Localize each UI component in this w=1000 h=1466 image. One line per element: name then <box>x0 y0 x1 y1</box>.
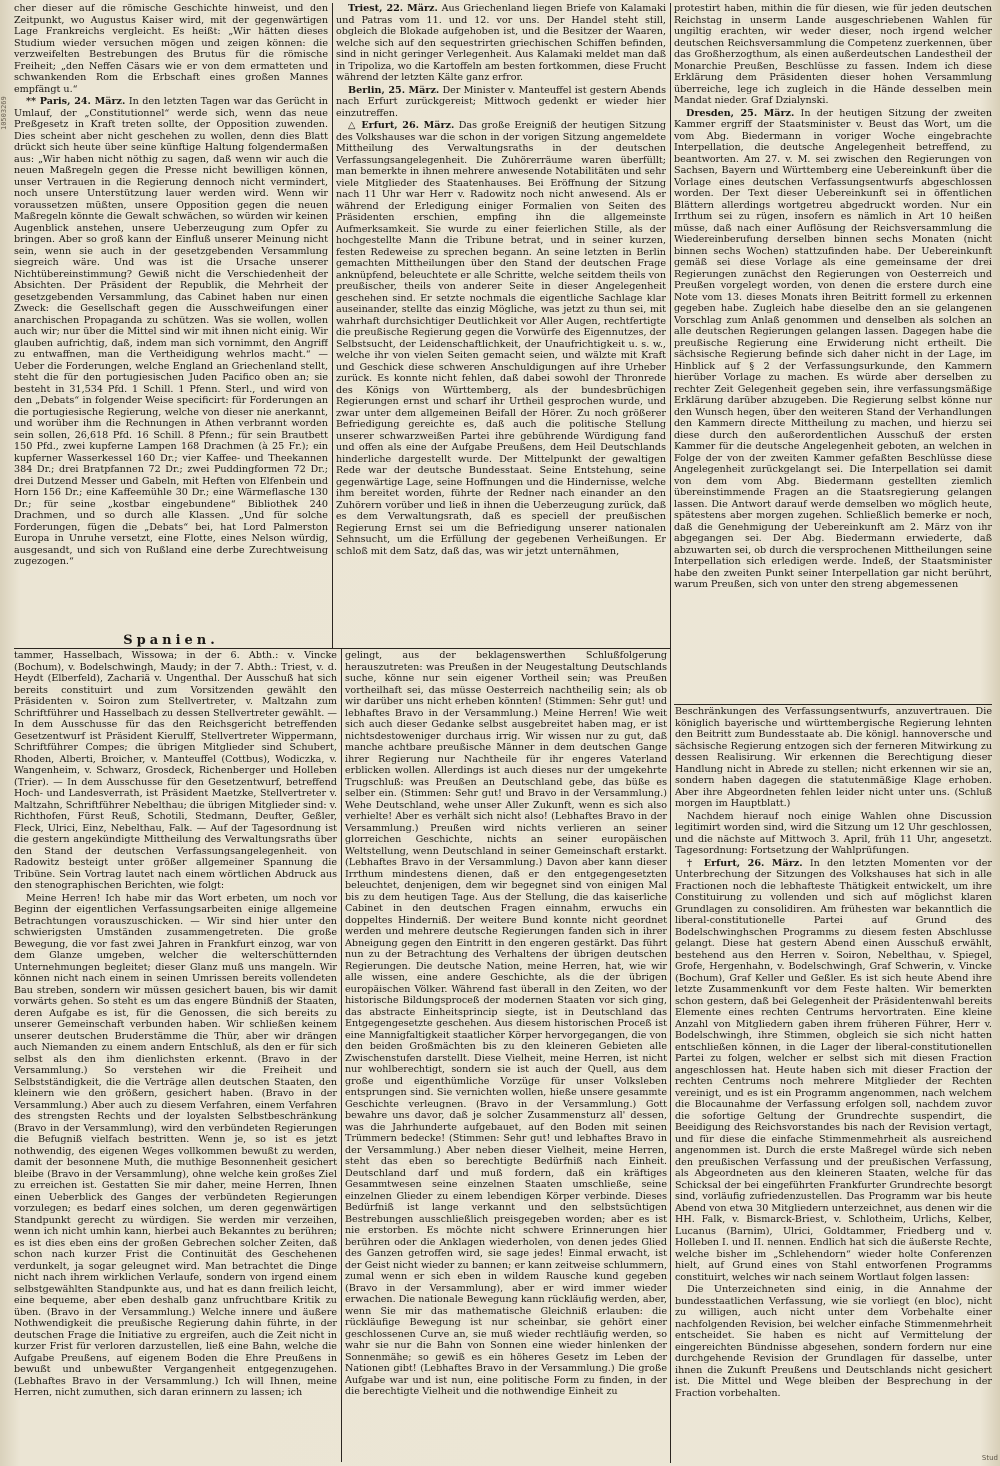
section-heading-spain: Spanien. <box>123 633 219 648</box>
paragraph: Die Unterzeichneten sind einig, in die Annahme der bundesstaatlichen Verfassung, wie sie vorliegt (en bloc), nicht zu willigen, auch nicht unter dem Vorbehalte einer nachfolgenden Revision, bei welcher einfache Stimmenmehrheit entscheidet. Sie haben es nicht auf Vermittelung der eingereichten Bündnisse abgesehen, sondern fordern nur eine durchgehende Revision der Grundlagen für dasselbe, unter ihnen die Zukunft Preußens und Deutschlands nicht gesichert ist. Die Mittel und Wege bleiben der Besprechung in der Fraction vorbehalten. <box>675 1284 992 1399</box>
paragraph: tammer, Hasselbach, Wissowa; in der 6. Abth.: v. Vincke (Bochum), v. Bodelschwingh, Maudy; in der 7. Abth.: Triest, v. d. Heydt (Elberfeld), Zachariä v. Ungenthal. Der Ausschuß hat sich bereits constituirt und zum Vorsitzenden gewählt den Präsidenten v. Soiron zum Stellvertreter, v. Maltzahn zum Schriftführer und Hasselbach zu dessen Stellvertreter gewählt. — In dem Ausschusse für das den Reichsgericht betreffenden Gesetzentwurf ist Präsident Kierulff, Stellvertreter Wippermann, Schriftführer Compes; die übrigen Mitglieder sind Schubert, Rhoden, Alberti, Broicher, v. Manteuffel (Cottbus), Wodiczka, v. Wangenheim, v. Schwarz, Grosdeck, Richenberger und Holleben (Trier). — In dem Ausschusse für den Gesetzentwurf, betreffend Hoch- und Landesverrath, ist Präsident Maetzke, Stellvertreter v. Maltzahn, Schriftführer Nebelthau; die übrigen Mitglieder sind: v. Richthofen, Fürst Reuß, Schotili, Stedmann, Deufter, Geßler, Fleck, Ulrici, Einz, Nebelthau, Falk. — Auf der Tagesordnung ist die gestern angekündigte Mittheilung des Verwaltungsraths über den Stand der deutschen Verfassungsangelegenheit. von Radowitz besteigt unter größer allgemeiner Spannung die Tribüne. Sein Vortrag lautet nach einem wörtlichen Abdruck aus den stenographischen Berichten, wie folgt: <box>14 650 337 891</box>
column-6 <box>675 706 992 1462</box>
column-3 <box>674 3 992 703</box>
column-1 <box>14 3 328 646</box>
column-rule <box>670 3 671 1463</box>
column-rule <box>332 3 333 648</box>
dateline: Dresden, 25. März. <box>686 107 795 119</box>
dateline: △ Erfurt, 26. März. <box>348 120 455 131</box>
dateline: † Erfurt, 26. März. <box>687 857 803 869</box>
paragraph: † Erfurt, 26. März. In den letzten Momenten vor der Unterbrechung der Sitzungen des Volkshauses hat sich in alle Fractionen noch die lebhafteste Thätigkeit entwickelt, um ihre Constituirung zu vollenden und sich auf möglichst klaren Grundlagen zu consolidiren. Am frühesten war bekanntlich die liberal-constitutionelle Partei auf Grund des Bodelschwinghschen Programms zu diesem festen Abschlusse gelangt. Diese hat gestern Abend einen Ausschuß erwählt, bestehend aus den Herren v. Soiron, Nebelthau, v. Spiegel, Grofe, Hergenhahn, v. Bodelschwingh, Graf Schwerin, v. Vincke (Bochum), Graf Keller und Geßler. Es ist sich heute Abend ihre letzte Zusammenkunft vor dem Feste halten. Wir bemerkten schon gestern, daß bei Gelegenheit der Präsidentenwahl bereits Elemente eines rechten Centrums hervortraten. Eine kleine Anzahl von Mitgliedern gaben ihrem früheren Führer, Herr v. Bodelschwingh, ihre Stimmen, obgleich sie sich nicht hatten entschließen können, in die Lager der liberal-constitutionellen Partei zu folgen, welcher er selbst sich mit diesen Fraction angeschlossen hat. Heute haben sich mit dieser Fraction der rechten Centrums noch mehrere Mitglieder der Rechten vereinigt, und es ist ein Programm angenommen, nach welchem die Blocaunahme der Verfassung erfolgen soll, nachdem zuvor die sofortige Geltung der Grundrechte suspendirt, die Beeidigung des Reichsvorstandes bis nach der Revision vertagt, und für diese die einfache Stimmenmehrheit als ausreichend angenommen ist. Durch die erste Maßregel würde sich neben den preußischen Verfassung und der preußischen Verfassung, als Abgeordneten aus den kleineren Staaten, welche für das Schicksal der bei eingeführten Frankfurter Grundrechte besorgt sind, vorläufig zufriedenzustellen. Das Programm war bis heute Abend von etwa 30 Mitgliedern unterzeichnet, aus denen wir die HH. Falk, v. Bismarck-Briest, v. Schlotheim, Urlichs, Kelber, Lucanus (Barnim), Ulrici, Goldtammer, Friedberg und v. Holleben I. und II. nennen. Endlich hat sich die äußerste Rechte, welche bisher im „Schlehendorn“ wieder holte Conferenzen hielt, auf Grund eines von Stahl entworfenen Programms constituirt, welches wir nach seinem Wortlaut folgen lassen: <box>675 857 992 1283</box>
paragraph: Nachdem hierauf noch einige Wahlen ohne Discussion legitimirt worden sind, wird die Sitzung um 12 Uhr geschlossen, und die nächste auf Mittwoch 3. April, früh 11 Uhr, angesetzt. Tagesordnung: Fortsetzung der Wahlprüfungen. <box>675 810 992 856</box>
dateline: Berlin, 25. März. <box>348 84 440 96</box>
section-rule <box>674 704 992 705</box>
dateline: ** Paris, 24. März. <box>26 96 126 107</box>
paragraph: Berlin, 25. März. Der Minister v. Manteuffel ist gestern Abends nach Erfurt zurückgereist; Mittwoch gedenkt er wieder hier einzutreffen. <box>336 84 666 119</box>
paragraph: Meine Herren! Ich habe mir das Wort erbeten, um noch vor Beginn der eigentlichen Verfassungsarbeiten einige allgemeine Betrachtungen vorauszuschicken. — Wir sind hier unter den schwierigsten Umständen zusammengetreten. Die große Bewegung, die vor fast zwei Jahren in Frankfurt einzog, war von dem Glanze umgeben, welcher die welterschütternden Unternehmungen begleitet; dieser Glanz muß uns mangeln. Wir können nicht nach einem in seinen Umrissen bereits vollendeten Bau streben, sondern wir müssen gesichert bauen, bis wir damit vorwärts gehen. So steht es um das engere Bündniß der Staaten, deren Aufgabe es ist, für die Genossen, die sich bereits zu unserer Gemeinschaft verbunden haben. Wir schließen keinem unserer deutschen Bruderstämme die Thür, aber wir drängen auch Niemanden zu einem andern Entschluß, als den er für sich selbst als den ihm dienlichsten erkennt. (Bravo in der Versammlung.) So verstehen wir die Freiheit und Selbstständigkeit, die die Verträge allen deutschen Staaten, den kleinern wie den größern, gesichert haben. (Bravo in der Versammlung.) Aber auch zu diesem Verfahren, einem Verfahren des strengsten Rechts und der loyalsten Selbstbeschränkung (Bravo in der Versammlung), wird den verbündeten Regierungen die Befugniß vielfach bestritten. Wenn je, so ist es jetzt nothwendig, des eigenen Weges vollkommen bewußt zu werden, damit der besonnene Muth, die muthige Besonnenheit gesichert bleibe (Bravo in der Versammlung), ohne welche kein großes Ziel zu erreichen ist. Gestatten Sie mir daher, meine Herren, Ihnen einen Ueberblick des Ganges der verbündeten Regierungen vorzulegen; es bedarf eines solchen, um deren gegenwärtigen Standpunkt gerecht zu würdigen. Sie werden mir verzeihen, wenn ich nicht umhin kann, hierbei auch Bekanntes zu berühren; es ist dies eben eins der großen Gebrechen solcher Zeiten, daß schon nach kurzer Frist die Continuität des Geschehenen verdunkelt, ja sogar geleugnet wird. Man betrachtet die Dinge nicht nach ihrem wirklichen Verlaufe, sondern von irgend einem selbstgewählten Standpunkte aus, und hat es dann freilich leicht, eine bequeme, aber eben deshalb ganz unfruchtbare Kritik zu üben. (Bravo in der Versammlung.) Welche innere und äußere Nothwendigkeit die preußische Regierung dahin führte, in der deutschen Frage die Initiative zu ergreifen, auch die Zeit nicht in kurzer Frist für verloren darzustellen, ließ eine Bahn, welche die Aufgabe Preußens, auf eigenem Boden die Ehre Preußens in bewußt und unbewußter Vergangenheit entgegenzugehen. (Lebhaftes Bravo in der Versammlung.) Ich will Ihnen, meine Herren, nicht zumuthen, sich daran erinnern zu lassen; ich <box>14 892 337 1398</box>
column-2 <box>336 3 666 646</box>
paragraph: cher dieser auf die römische Geschichte hinweist, und den Zeitpunkt, wo Augustus Kaiser wird, mit der gegenwärtigen Lage Frankreichs vergleicht. Es heißt: „Wir hätten dieses Studium wieder versuchen mögen und zeigen können: die verzweifelten Bestrebungen des Brutus für die römische Freiheit; „den Neffen Cäsars wie er von dem ermatteten und schwankenden Rom die Erbschaft eines großen Mannes empfängt u.“ <box>14 3 328 95</box>
dateline: Triest, 22. März. <box>348 3 438 14</box>
paragraph: △ Erfurt, 26. März. Das große Ereigniß der heutigen Sitzung des Volkshauses war die schon in der vorigen Sitzung angemeldete Mittheilung des Verwaltungsraths in der deutschen Verfassungsangelegenheit. Die Zuhörerräume waren überfüllt; man bemerkte in ihnen mehrere anwesende Notabilitäten und sehr viele Mitglieder des Staatenhauses. Bei Eröffnung der Sitzung nach 11 Uhr war Herr v. Radowitz noch nicht anwesend. Als er während der Erledigung einiger Formalien von Seiten des Präsidenten erschien, empfing ihn die allgemeinste Aufmerksamkeit. Sie wurde zu einer feierlichen Stille, als der hochgestellte Mann die Tribune betrat, und in seiner kurzen, festen Redeweise zu sprechen begann. An seine letzten in Berlin gemachten Mittheilungen über den Stand der deutschen Frage anknüpfend, beleuchtete er alle Schritte, welche seitdem theils von preußischer, theils von anderer Seite in dieser Angelegenheit geschehen sind. Er setzte nochmals die eigentliche Sachlage klar auseinander, stellte das einzig Mögliche, was jetzt zu thun sei, mit wahrhaft durchsichtiger Deutlichkeit vor Aller Augen, rechtfertigte die preußische Regierung gegen die Vorwürfe des Eigennutzes, der Selbstsucht, der Leidenschaftlichkeit, der Unaufrichtigkeit u. s. w., welche ihr von vielen Seiten gemacht seien, und wälzte mit Kraft und Geschick diese schweren Anschuldigungen auf ihre Urheber zurück. Es konnte nicht fehlen, daß dabei sowohl der Thronrede des Königs von Württemberg, als der bundesbrüchigen Regierungen ernst und scharf ihr Urtheil gesprochen wurde, und zwar unter dem allgemeinen Beifall der Hörer. Zu noch größerer Befriedigung gereichte es, daß auch die politische Stellung unserer schwarzweißen Partei ihre gebührende Würdigung fand und offen als eine der Aufgabe Preußens, dem Heil Deutschlands hinderliche dargestellt wurde. Der Mittelpunkt der gewaltigen Rede war der deutsche Bundesstaat. Seine Entstehung, seine gegenwärtige Lage, seine Hoffnungen und die Hindernisse, welche ihm bereitet worden, führte der Redner nach einander an den Zuhörern vorüber und ließ in ihnen die Ueberzeugung zurück, daß es dem Verwaltungsrath, daß es speciell der preußischen Regierung Ernst sei um die Befriedigung unserer nationalen Sehnsucht, um die Erfüllung der gegebenen Verheißungen. Er schloß mit dem Satz, daß das, was wir jetzt unternähmen, <box>336 120 666 557</box>
archive-id: 10503269 <box>0 96 8 130</box>
column-rule <box>341 648 342 1462</box>
paragraph: gelingt, aus der beklagenswerthen Schlußfolgerung herauszutreten: was Preußen in der Neugestaltung Deutschlands suche, könne nur sein eigener Vortheil sein; was Preußen vortheilhaft sei, das müsse Oesterreich nachtheilig sein; als ob wir darüber uns nicht erheben könnten! (Stimmen: Sehr gut! und lebhaftes Bravo in der Versammlung.) Meine Herren! Wie weit sich auch dieser Gedanke selbst ausgebreitet haben mag, er ist nichtsdestoweniger durchaus irrig. Wir wissen nur zu gut, daß manche achtbare preußische Männer in dem deutschen Gange ihrer Regierung nur Nachtheile für ihr engeres Vaterland erblicken wollen. Allerdings ist auch dieses nur der umgekehrte Trugschluß: was Preußen an Deutschland gebe, das büße es selber ein. (Stimmen: Sehr gut! und Bravo in der Versammlung.) Wehe Deutschland, wehe unser Aller Zukunft, wenn es sich also verhielte! Aber es verhält sich nicht also! (Lebhaftes Bravo in der Versammlung.) Preußen wird nichts verlieren an seiner glorreichen Geschichte, nichts an seiner europäischen Weltstellung, wenn Deutschland in seiner Gemeinschaft erstarkt. (Lebhaftes Bravo in der Versammlung.) Davon aber kann dieser Irrthum mindestens dienen, daß er den entgegengesetzten beleuchtet, denjenigen, dem wir begegnet sind von einigen Mal bis zu dem heutigen Tage. Aus der Stellung, die das kaiserliche Cabinet in den deutschen Fragen einnahm, erwuchs ein doppeltes Hinderniß. Der weitere Bund konnte nicht geordnet werden und mehrere deutsche Regierungen fanden sich in ihrer Abneigung gegen den Eintritt in den engeren gestärkt. Das führt nun zu der Betrachtung des Verhaltens der übrigen deutschen Regierungen. Die deutsche Nation, meine Herren, hat, wie wir alle wissen, eine andere Geschichte, als die der übrigen europäischen Völker. Während fast überall in den Zeiten, wo der historische Bildungsproceß der modernen Staaten vor sich ging, das abstracte Einheitsprincip siegte, ist in Deutschland das Entgegengesetzte geschehen. Aus diesem historischen Proceß ist eine Mannigfaltigkeit staatlicher Körper hervorgegangen, die von den beiden Großmächten bis zu den kleineren Gebieten alle Zwischenstufen darstellt. Diese Vielheit, meine Herren, ist nicht nur wohlberechtigt, sondern sie ist auch der Quell, aus dem große und eigenthümliche Vorzüge für unser Volksleben entsprungen sind. Sie vernichten wollen, hieße unsere gesammte Geschichte verleugnen. (Bravo in der Versammlung.) Gott bewahre uns davor, daß je solcher Zusammensturz all' dessen, was die Jahrhunderte aufgebauet, auf den Boden mit seinen Trümmern bedecke! (Stimmen: Sehr gut! und lebhaftes Bravo in der Versammlung.) Aber neben dieser Vielheit, meine Herren, steht das eben so berechtigte Bedürfniß nach Einheit. Deutschland darf und muß fordern, daß ein kräftiges Gesammtwesen seine einzelnen Staaten umschließe, seine einzelnen Glieder zu einem lebendigen Körper verbinde. Dieses Bedürfniß ist lange verkannt und den selbstsüchtigen Bestrebungen ausschließlich preisgegeben worden; aber es ist nie erstorben. Es möchte nicht schwere Erinnerungen hier berühren oder die Anklagen wiederholen, von denen jedes Glied des Ganzen getroffen wird, sie sage jedes! Einmal erwacht, ist der Geist nicht wieder zu bannen; er kann zeitweise schlummern, zumal wenn er sich eben in wildem Rausche kund gegeben (Bravo in der Versammlung), aber er wird immer wieder erwachen. Die nationale Bewegung kann rückläufig werden, aber, wenn Sie mir das mathematische Gleichniß erlauben: die rückläufige Bewegung ist nur scheinbar, sie gehört einer geschlossenen Curve an, sie muß wieder rechtläufig werden, so wahr sie nur die Bahn von Sonnen eine wieder hinlenken der Sonnenmähe; so gewiß es ein höheres Gesetz im Leben der Nationen gibt! (Lebhaftes Bravo in der Versammlung.) Die große Aufgabe war und ist nun, eine politische Form zu finden, in der die berechtigte Vielheit und die nothwendige Einheit zu <box>345 650 667 1397</box>
footer-mark: Stud <box>981 1454 998 1462</box>
paragraph: Beschränkungen des Verfassungsentwurfs, anzuvertrauen. Die königlich bayerische und württembergische Regierung lehnten den Beitritt zum Bundesstaate ab. Die königl. hannoversche und sächsische Regierung entzogen sich der ferneren Mitwirkung zu dessen Realisirung. Wir erkennen die Berechtigung dieser Handlung nicht in Abrede zu stellen; nicht erkennen wir sie an, sondern haben dagegen die statutenmäßige Klage erhoben. Aber ihre Abgeordneten fehlen leider nicht unter uns. (Schluß morgen im Hauptblatt.) <box>675 706 992 809</box>
paragraph: Triest, 22. März. Aus Griechenland liegen Briefe von Kalamaki und Patras vom 11. und 12. vor uns. Der Handel steht still, obgleich die Blokade aufgehoben ist, und die Besitzer der Waaren, welche sich auf den sequestrirten griechischen Schiffen befinden, sind in nicht geringer Verlegenheit. Aus Kalamaki meldet man daß in Tripoliza, wo die Kartoffeln am besten fortkommen, diese Frucht während der letzten Kälte ganz erfror. <box>336 3 666 83</box>
paragraph: Dresden, 25. März. In der heutigen Sitzung der zweiten Kammer ergriff der Staatsminister v. Beust das Wort, um die vom Abg. Biedermann in voriger Woche eingebrachte Interpellation, die deutsche Angelegenheit betreffend, zu beantworten. Am 27. v. M. sei zwischen den Regierungen von Sachsen, Bayern und Württemberg eine Uebereinkunft über die Vorlage eines deutschen Verfassungsentwurfs abgeschlossen worden. Der Text dieser Uebereinkunft sei in öffentlichen Blättern allerdings wortgetreu abgedruckt worden. Nur ein Irrthum sei zu rügen, insofern es nämlich in Art 10 heißen müsse, daß nach einer Auflösung der Reichsversammlung die Wiedereinberufung derselben binnen sechs Monaten (nicht binnen sechs Wochen) stattzufinden habe. Der Uebereinkunft gemäß sei diese Vorlage als eine gemeinsame der drei Regierungen zunächst den Regierungen von Oesterreich und Preußen vorgelegt worden, von denen die erstere durch eine Note vom 13. dieses Monats ihren Beitritt formell zu erkennen gegeben habe. Zugleich habe dieselbe den an sie gelangenen Vorschlag zum Anlaß genommen und denselben als solchen an alle deutschen Regierungen gelangen lassen. Dagegen habe die preußische Regierung eine Erwiderung nicht ertheilt. Die sächsische Regierung befinde sich daher nicht in der Lage, im Hinblick auf § 2 der Verfassungsurkunde, den Kammern hierüber Vorlage zu machen. Es würde aber derselben zu rechter Zeit Gelegenheit gegeben sein, ihre verfassungsmäßige Erklärung darüber abzugeben. Die Regierung selbst könne nur den Wunsch hegen, über den weiteren Stand der Verhandlungen den Kammern directe Mittheilung zu machen, und hierzu sei diese durch den außerordentlichen Ausschuß der ersten Kammer für die deutsche Angelegenheit geboten, an welchen in Folge der von der zweiten Kammer gefaßten Beschlüsse diese Angelegenheit zurückgelangt sei. Die Interpellation sei damit von dem vom Abg. Biedermann gestellten ziemlich übereinstimmende Fragen an die Staatsregierung gelangen lassen. Die Antwort darauf werde demselben wo möglich heute, spätestens aber morgen zugehen. Schließlich bemerke er noch, daß die Genehmigung der Uebereinkunft am 2. März von ihr abgegangen sei. Der Abg. Biedermann erwiederte, daß abzuwarten sei, ob durch die versprochenen Mittheilungen seine Interpellation sich erledigen werde. Indeß, der Staatsminister habe den zweiten Punkt seiner Interpellation gar nicht berührt, warum Preußen, sich von unter den streng abgemessenen <box>674 107 992 590</box>
paragraph: protestirt haben, mithin die für diesen, wie für jeden deutschen Reichstag in unserm Lande ausgeschriebenen Wahlen für ungiltig erachten, wir weder dieser, noch irgend welcher deutschen Reichsversammlung die Competenz zuerkennen, über das Großherzogthum, als einen außerdeutschen Landestheil der Monarchie Preußen, Beschlüsse zu fassen. Indem ich diese Erklärung dem Präsidenten dieser hohen Versammlung überreiche, lege ich zugleich in die Hände desselben mein Mandat nieder. Graf Dzialynski. <box>674 3 992 106</box>
column-4 <box>14 650 337 1462</box>
paragraph: ** Paris, 24. März. In den letzten Tagen war das Gerücht in Umlauf, der „Constitutionnel“ werde sich, wenn das neue Preßgesetz in Kraft treten sollte, der Opposition zuwenden. Dies scheint aber nicht geschehen zu wollen, denn dies Blatt drückt sich heute über seine künftige Haltung folgendermaßen aus: „Wir haben nicht nöthig zu sagen, daß wenn wir auch die neuen Maßregeln gegen die Presse nicht bewilligen können, unser Vertrauen in die Regierung dennoch nicht vermindert, noch unsere Unterstützung lauer werden wird. Wenn wir voraussetzen müßten, unsere Opposition gegen die neuen Maßregeln könnte die Gewalt schwächen, so würden wir keinen Augenblick anstehen, unsere Ueberzeugung zum Opfer zu bringen. Aber so groß kann der Einfluß unserer Meinung nicht sein, wenn sie auch in der gesetzgebenden Versammlung siegreich wäre. Und was ist die Ursache unserer Nichtübereinstimmung? Gewiß nicht die Verschiedenheit der Absichten. Der Präsident der Republik, die Mehrheit der gesetzgebenden Versammlung, das Cabinet haben nur einen Zweck: die Gesellschaft gegen die Ausschweifungen einer anarchischen Propaganda zu schützen. Was sie wollen, wollen auch wir; nur über die Mittel sind wir mit ihnen nicht einig. Wir glauben aufrichtig, daß, indem man sich vornimmt, den Angriff zu entwaffnen, man die Vertheidigung wehrlos macht.“ — Ueber die Forderungen, welche England an Griechenland stellt, steht die für den portugiesischen Juden Pacifico oben an; sie besteht in 31,534 Pfd. 1 Schill. 1 Pfenn. Sterl., und wird von den „Debats“ in folgender Weise specificirt: für Forderungen an die portugiesische Regierung, welche von dieser nie anerkannt, und worüber ihm die Rechnungen in Athen verbrannt worden sein sollen, 26,618 Pfd. 16 Schill. 8 Pfenn.; für sein Brautbett 150 Pfd., zwei kupferne Lampen 168 Drachmen (à 25 Fr.); ein kupferner Wasserkessel 160 Dr.; vier Kaffee- und Theekannen 384 Dr.; drei Bratpfannen 72 Dr.; zwei Puddingformen 72 Dr.; drei Dutzend Messer und Gabeln, mit Heften von Elfenbein und Horn 156 Dr.; eine Kaffeemühle 30 Dr.; eine Wärmeflasche 130 Dr.; für seine „kostbar eingebundene“ Bibliothek 240 Drachmen, und so durch alle Klassen. „Und für solche Forderungen, fügen die „Debats“ bei, hat Lord Palmerston Europa in Unruhe versetzt, eine Flotte, eines Nelson würdig, ausgesandt, und sich von Rußland eine derbe Zurechtweisung zugezogen.“ <box>14 96 328 567</box>
column-5 <box>345 650 667 1462</box>
